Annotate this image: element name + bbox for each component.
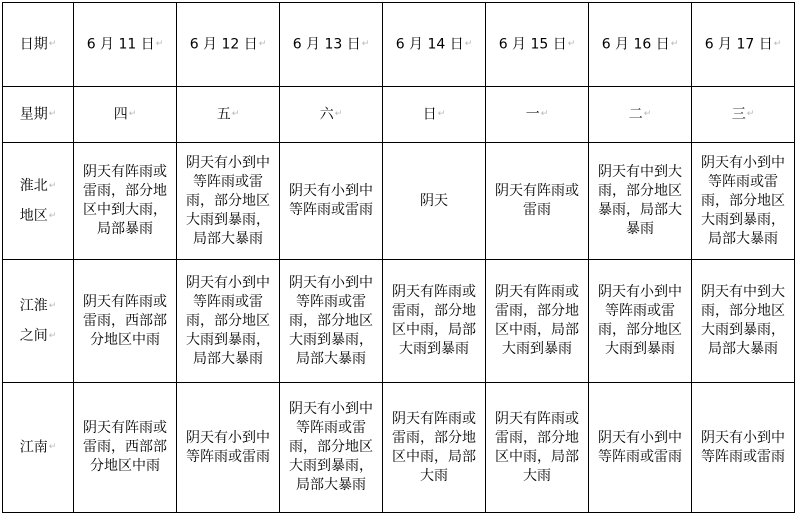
forecast-cell — [692, 260, 795, 383]
paragraph-mark-icon: ↵ — [48, 301, 57, 311]
paragraph-mark-icon: ↵ — [128, 108, 137, 119]
date-cell — [589, 3, 692, 87]
date-cell — [383, 3, 486, 87]
weekday-label: 四 — [113, 106, 128, 123]
weekday-label: 一 — [525, 106, 540, 123]
paragraph-mark-icon: ↵ — [48, 331, 57, 341]
region-name-line1: 江淮 — [19, 298, 48, 314]
date-label: 6 月 14 日 — [395, 36, 464, 53]
weekday-label: 日 — [422, 106, 437, 123]
forecast-cell — [692, 143, 795, 260]
paragraph-mark-icon: ↵ — [361, 38, 370, 49]
forecast-cell — [177, 260, 280, 383]
forecast-cell — [74, 260, 177, 383]
paragraph-mark-icon: ↵ — [334, 108, 343, 119]
date-label: 6 月 11 日 — [86, 36, 155, 53]
forecast-cell — [74, 383, 177, 513]
date-cell — [74, 3, 177, 87]
weekday-label: 二 — [628, 106, 643, 123]
paragraph-mark-icon: ↵ — [48, 211, 57, 221]
region-label-cell — [3, 143, 74, 260]
paragraph-mark-icon: ↵ — [670, 38, 679, 49]
forecast-cell — [280, 143, 383, 260]
paragraph-mark-icon: ↵ — [48, 181, 57, 191]
weekday-row-label-cell — [3, 87, 74, 143]
forecast-text: 阴天有小到中等阵雨或雷雨，部分地区大雨到暴雨，局部大暴雨 — [289, 401, 373, 493]
weekday-cell — [692, 87, 795, 143]
paragraph-mark-icon: ↵ — [540, 108, 549, 119]
forecast-cell — [74, 143, 177, 260]
forecast-cell — [280, 383, 383, 513]
region-label-cell — [3, 260, 74, 383]
forecast-cell — [177, 383, 280, 513]
region-name-line1: 淮北 — [19, 178, 48, 194]
forecast-text: 阴天有小到中等阵雨或雷雨 — [701, 429, 785, 465]
forecast-cell — [383, 143, 486, 260]
forecast-cell — [280, 260, 383, 383]
forecast-cell — [383, 383, 486, 513]
forecast-text: 阴天有小到中等阵雨或雷雨 — [289, 183, 373, 218]
weekday-cell — [383, 87, 486, 143]
paragraph-mark-icon: ↵ — [48, 108, 57, 119]
forecast-cell — [486, 383, 589, 513]
forecast-text: 阴天有小到中等阵雨或雷雨 — [186, 429, 270, 465]
date-cell — [280, 3, 383, 87]
forecast-text: 阴天有小到中等阵雨或雷雨，部分地区大雨到暴雨，局部大暴雨 — [186, 154, 270, 247]
forecast-cell — [177, 143, 280, 260]
forecast-text: 阴天有阵雨或雷雨，部分地区中到大雨，局部暴雨 — [83, 164, 167, 237]
forecast-cell — [486, 143, 589, 260]
forecast-text: 阴天有小到中等阵雨或雷雨，部分地区大雨到暴雨 — [598, 284, 682, 357]
forecast-text: 阴天有阵雨或雷雨，西部部分地区中雨 — [83, 293, 167, 348]
forecast-text: 阴天有阵雨或雷雨，部分地区中雨，局部大雨到暴雨 — [392, 284, 476, 357]
weather-forecast-table — [2, 2, 795, 513]
forecast-text: 阴天有小到中等阵雨或雷雨，部分地区大雨到暴雨，局部大暴雨 — [701, 154, 785, 247]
forecast-text: 阴天有阵雨或雷雨，部分地区中雨，局部大雨到暴雨 — [495, 284, 579, 357]
paragraph-mark-icon: ↵ — [643, 108, 652, 119]
weekday-label: 六 — [319, 106, 334, 123]
paragraph-mark-icon: ↵ — [48, 38, 57, 49]
weekday-row — [3, 87, 795, 143]
weekday-cell — [280, 87, 383, 143]
paragraph-mark-icon: ↵ — [155, 38, 164, 49]
date-label: 6 月 16 日 — [601, 36, 670, 53]
corner-label: 日期 — [19, 36, 48, 53]
paragraph-mark-icon: ↵ — [231, 108, 240, 119]
date-cell — [486, 3, 589, 87]
date-label: 6 月 17 日 — [704, 36, 773, 53]
paragraph-mark-icon: ↵ — [773, 38, 782, 49]
forecast-cell — [383, 260, 486, 383]
paragraph-mark-icon: ↵ — [437, 108, 446, 119]
forecast-text: 阴天有阵雨或雷雨，部分地区中雨，局部大雨 — [495, 410, 579, 484]
paragraph-mark-icon: ↵ — [258, 38, 267, 49]
forecast-text: 阴天有小到中等阵雨或雷雨 — [598, 429, 682, 465]
date-cell — [177, 3, 280, 87]
forecast-cell — [589, 383, 692, 513]
forecast-cell — [692, 383, 795, 513]
region-name-line1: 江南 — [19, 439, 48, 456]
forecast-text: 阴天有阵雨或雷雨 — [495, 183, 579, 218]
region-name-line2: 之间 — [19, 328, 48, 344]
forecast-cell — [589, 143, 692, 260]
region-row-jiangnan — [3, 383, 795, 513]
paragraph-mark-icon: ↵ — [746, 108, 755, 119]
paragraph-mark-icon: ↵ — [48, 441, 57, 452]
date-label: 6 月 13 日 — [292, 36, 361, 53]
forecast-text: 阴天有中到大雨，部分地区大雨到暴雨，局部大暴雨 — [701, 284, 785, 357]
paragraph-mark-icon: ↵ — [464, 38, 473, 49]
date-label: 6 月 15 日 — [498, 36, 567, 53]
forecast-text: 阴天有小到中等阵雨或雷雨，部分地区大雨到暴雨，局部大暴雨 — [289, 274, 373, 367]
weekday-cell — [589, 87, 692, 143]
weekday-cell — [177, 87, 280, 143]
weekday-cell — [486, 87, 589, 143]
date-label: 6 月 12 日 — [189, 36, 258, 53]
region-row-jianghuai — [3, 260, 795, 383]
weekday-label: 五 — [216, 106, 231, 123]
header-corner-cell — [3, 3, 74, 87]
region-name-line2: 地区 — [19, 208, 48, 224]
region-row-huaibei — [3, 143, 795, 260]
forecast-text: 阴天有阵雨或雷雨，西部部分地区中雨 — [83, 420, 167, 474]
forecast-cell — [589, 260, 692, 383]
forecast-text: 阴天有小到中等阵雨或雷雨，部分地区大雨到暴雨，局部大暴雨 — [186, 274, 270, 367]
forecast-cell — [486, 260, 589, 383]
forecast-text: 阴天有中到大雨，部分地区暴雨，局部大暴雨 — [598, 164, 682, 237]
forecast-text: 阴天 — [420, 192, 448, 209]
date-header-row — [3, 3, 795, 87]
weekday-cell — [74, 87, 177, 143]
date-cell — [692, 3, 795, 87]
forecast-text: 阴天有阵雨或雷雨，部分地区中雨，局部大雨 — [392, 410, 476, 484]
weekday-label: 三 — [731, 106, 746, 123]
region-label-cell — [3, 383, 74, 513]
paragraph-mark-icon: ↵ — [567, 38, 576, 49]
weekday-row-label: 星期 — [19, 106, 48, 123]
